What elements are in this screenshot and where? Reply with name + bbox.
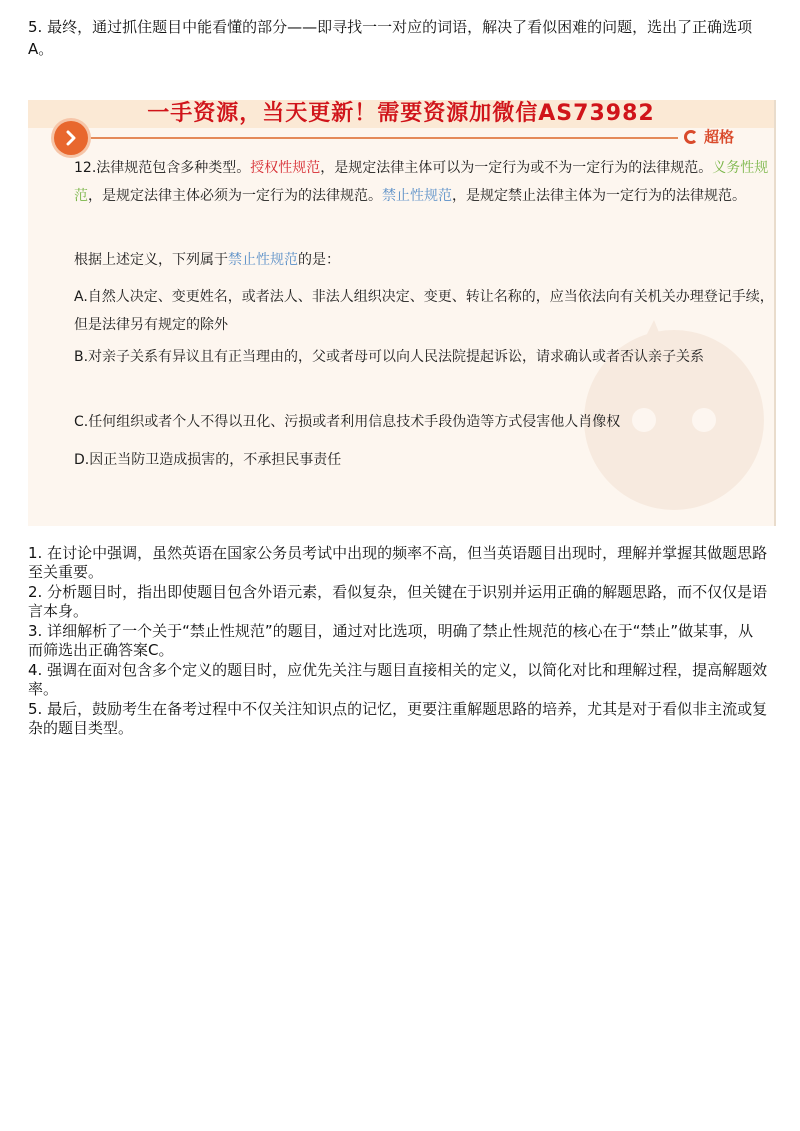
slide-screenshot xyxy=(28,100,776,526)
summary-item: 2. 分析题目时，指出即使题目包含外语元素，看似复杂，但关键在于识别并运用正确的解题思路，而不仅仅是语言本身。 xyxy=(28,583,768,620)
option-c: C.任何组织或者个人不得以丑化、污损或者利用信息技术手段伪造等方式侵害他人肖像权 xyxy=(74,414,621,430)
watermark-banner: 一手资源，当天更新！需要资源加微信AS73982 xyxy=(147,101,655,126)
question-part: ，是规定禁止法律主体为一定行为的法律规范。 xyxy=(452,188,746,204)
stem-term: 禁止性规范 xyxy=(228,252,298,268)
summary-item: 3. 详细解析了一个关于“禁止性规范”的题目，通过对比选项，明确了禁止性规范的核心在于“禁止”做某事，从而筛选出正确答案C。 xyxy=(28,622,754,659)
summary-list xyxy=(28,544,768,739)
question-part: ，是规定法律主体必须为一定行为的法律规范。 xyxy=(88,188,382,204)
brand-icon xyxy=(684,130,698,144)
question-part: ，是规定法律主体可以为一定行为或不为一定行为的法律规范。 xyxy=(320,160,713,176)
summary-item: 4. 强调在面对包含多个定义的题目时，应优先关注与题目直接相关的定义，以简化对比和理解过程，提高解题效率。 xyxy=(28,661,768,698)
question-stem xyxy=(74,246,754,274)
question-text xyxy=(46,154,774,210)
option-d: D.因正当防卫造成损害的，不承担民事责任 xyxy=(74,452,342,468)
stem-part: 根据上述定义，下列属于 xyxy=(74,252,228,268)
option-a: A.自然人决定、变更姓名，或者法人、非法人组织决定、变更、转让名称的，应当依法向有关机关办理登记手续，但是法律另有规定的除外 xyxy=(74,289,774,333)
arrow-right-icon xyxy=(54,121,88,155)
intro-paragraph: 5. 最终，通过抓住题目中能看懂的部分——即寻找一一对应的词语，解决了看似困难的问题，选出了正确选项A。 xyxy=(28,18,753,58)
stem-part: 的是： xyxy=(298,252,340,268)
summary-item: 5. 最后，鼓励考生在备考过程中不仅关注知识点的记忆，更要注重解题思路的培养，尤其是对于看似非主流或复杂的题目类型。 xyxy=(28,700,768,737)
brand-name: 超格 xyxy=(703,128,734,146)
question-part: 12.法律规范包含多种类型。 xyxy=(74,160,251,176)
summary-item: 1. 在讨论中强调，虽然英语在国家公务员考试中出现的频率不高，但当英语题目出现时，理解并掌握其做题思路至关重要。 xyxy=(28,544,768,581)
option-b: B.对亲子关系有异议且有正当理由的，父或者母可以向人民法院提起诉讼，请求确认或者否认亲子关系 xyxy=(74,349,705,365)
brand-logo xyxy=(684,126,734,147)
term-prohibit: 禁止性规范 xyxy=(382,188,452,204)
term-obligation: 义务性规范 xyxy=(74,160,769,204)
header-divider xyxy=(68,137,678,139)
term-authorize: 授权性规范 xyxy=(250,160,321,176)
